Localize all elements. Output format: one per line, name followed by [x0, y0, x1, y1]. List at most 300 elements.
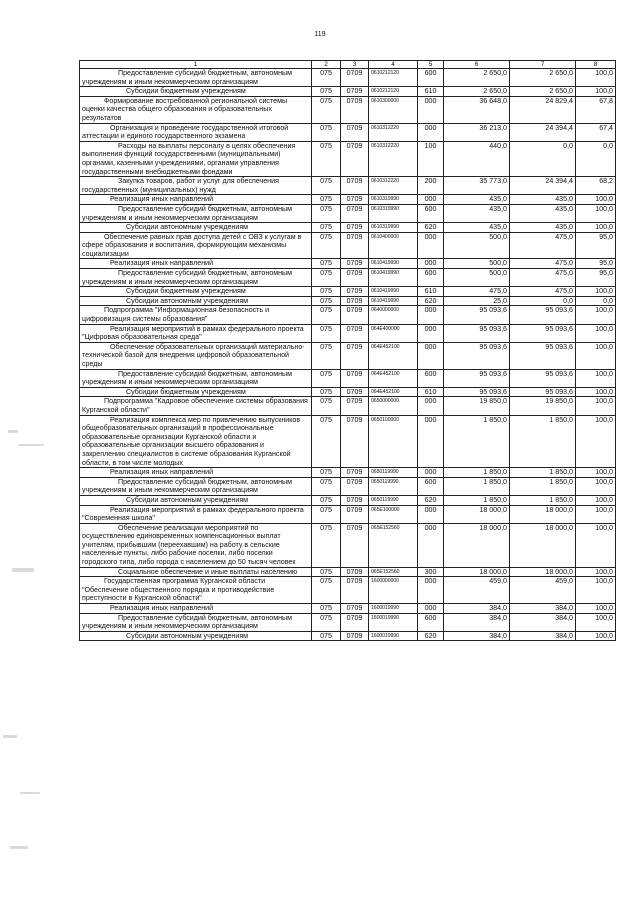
table-row — [80, 306, 616, 324]
expense-name: Реализация комплекса мер по привлечению выпускников общеобразовательных организаций в профессиональные образовательные организации Курганской области и образовательные организации высшего образования и закреплению специалистов в системе образования Курганской области, в том числе молодых — [82, 415, 301, 467]
planned-amount-cell: 435,0 — [444, 223, 510, 233]
target-article-cell: 0610419990 — [369, 269, 418, 287]
percent-cell: 95,0 — [576, 269, 616, 287]
executed-amount-cell: 1 850,0 — [510, 477, 576, 495]
section-code-cell: 0709 — [341, 141, 369, 176]
executed-amount-cell: 19 850,0 — [510, 397, 576, 415]
target-article-cell: 0610312220 — [369, 177, 418, 195]
target-article-cell: 065E100000 — [369, 505, 418, 523]
expense-type-cell: 000 — [418, 397, 444, 415]
scan-noise — [8, 430, 18, 433]
expense-name-cell — [80, 123, 312, 141]
target-article-cell: 0610400000 — [369, 232, 418, 259]
table-row — [80, 468, 616, 478]
admin-code-cell: 075 — [312, 523, 341, 567]
expense-name: Обеспечение реализации мероприятий по осуществлению единовременных компенсационных выплат учителям, прибывшим (переехавшим) на работу в сельские населенные пункты, либо рабочие поселки, либо поселки городского типа, либо города с населением до 50 тысяч человек — [82, 523, 296, 567]
column-number-header: 1 — [80, 61, 312, 69]
target-article-cell: 0610419990 — [369, 296, 418, 306]
expense-type-cell: 600 — [418, 613, 444, 631]
table-row — [80, 397, 616, 415]
section-code-cell: 0709 — [341, 269, 369, 287]
executed-amount-cell: 475,0 — [510, 269, 576, 287]
table-row — [80, 96, 616, 123]
target-article-cell: 0610319990 — [369, 223, 418, 233]
expense-type-cell: 200 — [418, 177, 444, 195]
target-article-cell: 1600019990 — [369, 631, 418, 641]
percent-cell: 0,0 — [576, 296, 616, 306]
percent-cell: 100,0 — [576, 306, 616, 324]
admin-code-cell: 075 — [312, 177, 341, 195]
admin-code-cell: 075 — [312, 604, 341, 614]
section-code-cell: 0709 — [341, 87, 369, 97]
admin-code-cell: 075 — [312, 232, 341, 259]
target-article-cell: 0610300000 — [369, 96, 418, 123]
planned-amount-cell: 18 000,0 — [444, 523, 510, 567]
section-code-cell: 0709 — [341, 369, 369, 387]
executed-amount-cell: 435,0 — [510, 223, 576, 233]
admin-code-cell: 075 — [312, 477, 341, 495]
executed-amount-cell: 24 829,4 — [510, 96, 576, 123]
expense-name-cell — [80, 306, 312, 324]
expense-name-cell — [80, 287, 312, 297]
target-article-cell: 0650100000 — [369, 415, 418, 468]
admin-code-cell: 075 — [312, 204, 341, 222]
expense-name: Реализация иных направлений — [110, 604, 214, 613]
section-code-cell: 0709 — [341, 177, 369, 195]
expense-type-cell: 000 — [418, 306, 444, 324]
page-number: 119 — [314, 31, 326, 38]
expense-name: Субсидии автономным учреждениям — [126, 495, 249, 504]
expense-name-cell — [80, 505, 312, 523]
table-row — [80, 477, 616, 495]
admin-code-cell: 075 — [312, 287, 341, 297]
table-row — [80, 177, 616, 195]
planned-amount-cell: 475,0 — [444, 287, 510, 297]
admin-code-cell: 075 — [312, 96, 341, 123]
target-article-cell: 064E452100 — [369, 342, 418, 369]
admin-code-cell: 075 — [312, 223, 341, 233]
executed-amount-cell: 1 850,0 — [510, 415, 576, 468]
expense-name: Субсидии бюджетным учреждениям — [126, 87, 246, 96]
target-article-cell: 0640000000 — [369, 306, 418, 324]
percent-cell: 100,0 — [576, 604, 616, 614]
expense-name-cell — [80, 87, 312, 97]
percent-cell: 100,0 — [576, 468, 616, 478]
expense-name-cell — [80, 141, 312, 176]
planned-amount-cell: 36 213,0 — [444, 123, 510, 141]
percent-cell: 100,0 — [576, 613, 616, 631]
admin-code-cell: 075 — [312, 269, 341, 287]
expense-type-cell: 000 — [418, 415, 444, 468]
planned-amount-cell: 435,0 — [444, 195, 510, 205]
percent-cell: 67,4 — [576, 123, 616, 141]
expense-type-cell: 000 — [418, 259, 444, 269]
expense-type-cell: 000 — [418, 505, 444, 523]
expense-type-cell: 000 — [418, 604, 444, 614]
percent-cell: 95,0 — [576, 259, 616, 269]
admin-code-cell: 075 — [312, 495, 341, 505]
target-article-cell: 1600019990 — [369, 613, 418, 631]
section-code-cell: 0709 — [341, 397, 369, 415]
expense-type-cell: 000 — [418, 232, 444, 259]
expense-name-cell — [80, 613, 312, 631]
percent-cell: 100,0 — [576, 577, 616, 604]
target-article-cell: 0650119990 — [369, 477, 418, 495]
target-article-cell: 1600000000 — [369, 577, 418, 604]
admin-code-cell: 075 — [312, 296, 341, 306]
percent-cell: 100,0 — [576, 495, 616, 505]
expense-type-cell: 610 — [418, 87, 444, 97]
expense-name: Формирование востребованной региональной системы оценки качества общего образования и образовательных результатов — [82, 96, 288, 122]
target-article-cell: 0650119990 — [369, 495, 418, 505]
planned-amount-cell: 2 650,0 — [444, 87, 510, 97]
expense-name: Государственная программа Курганской области "Обеспечение общественного порядка и противодействие преступности в Курганской области" — [82, 577, 275, 603]
expense-type-cell: 600 — [418, 204, 444, 222]
section-code-cell: 0709 — [341, 324, 369, 342]
expense-name-cell — [80, 96, 312, 123]
expense-name: Социальное обеспечение и иные выплаты населению — [118, 567, 298, 576]
table-row — [80, 195, 616, 205]
expense-type-cell: 100 — [418, 141, 444, 176]
percent-cell: 100,0 — [576, 324, 616, 342]
expense-name: Субсидии бюджетным учреждениям — [126, 287, 246, 296]
planned-amount-cell: 459,0 — [444, 577, 510, 604]
target-article-cell: 0610312220 — [369, 123, 418, 141]
section-code-cell: 0709 — [341, 415, 369, 468]
expense-type-cell: 600 — [418, 269, 444, 287]
admin-code-cell: 075 — [312, 141, 341, 176]
expense-name: Предоставление субсидий бюджетным, автономным учреждениям и иным некоммерческим организациям — [82, 613, 292, 631]
table-body — [80, 69, 616, 641]
expense-name-cell — [80, 259, 312, 269]
expense-type-cell: 620 — [418, 495, 444, 505]
target-article-cell: 0610419990 — [369, 287, 418, 297]
executed-amount-cell: 1 850,0 — [510, 495, 576, 505]
admin-code-cell: 075 — [312, 69, 341, 87]
planned-amount-cell: 1 850,0 — [444, 495, 510, 505]
expense-name: Предоставление субсидий бюджетным, автономным учреждениям и иным некоммерческим организациям — [82, 369, 292, 387]
column-number-header: 4 — [369, 61, 418, 69]
expense-name-cell — [80, 232, 312, 259]
executed-amount-cell: 2 650,0 — [510, 87, 576, 97]
admin-code-cell: 075 — [312, 195, 341, 205]
admin-code-cell: 075 — [312, 577, 341, 604]
executed-amount-cell: 475,0 — [510, 232, 576, 259]
expense-name: Субсидии бюджетным учреждениям — [126, 387, 246, 396]
expense-type-cell: 600 — [418, 69, 444, 87]
planned-amount-cell: 1 850,0 — [444, 477, 510, 495]
percent-cell: 100,0 — [576, 342, 616, 369]
section-code-cell: 0709 — [341, 342, 369, 369]
admin-code-cell: 075 — [312, 324, 341, 342]
target-article-cell: 1600019990 — [369, 604, 418, 614]
planned-amount-cell: 435,0 — [444, 204, 510, 222]
percent-cell: 100,0 — [576, 477, 616, 495]
section-code-cell: 0709 — [341, 232, 369, 259]
expense-name-cell — [80, 523, 312, 567]
expense-name: Субсидии автономным учреждениям — [126, 296, 249, 305]
section-code-cell: 0709 — [341, 495, 369, 505]
target-article-cell: 0610419990 — [369, 259, 418, 269]
percent-cell: 100,0 — [576, 505, 616, 523]
expense-name: Расходы на выплаты персоналу в целях обеспечения выполнения функций государственными (муниципальными) органами, казенными учреждениями, органами управления государственными внебюджетными фондами — [82, 141, 296, 176]
expense-name: Обеспечение образовательных организаций материально-технической базой для внедрения цифровой образовательной среды — [82, 342, 305, 368]
expense-name: Реализация иных направлений — [110, 468, 214, 477]
executed-amount-cell: 2 650,0 — [510, 69, 576, 87]
planned-amount-cell: 25,0 — [444, 296, 510, 306]
column-number-header: 5 — [418, 61, 444, 69]
expense-name-cell — [80, 296, 312, 306]
table-row — [80, 505, 616, 523]
table-row — [80, 523, 616, 567]
table-row — [80, 387, 616, 397]
table-row — [80, 269, 616, 287]
table-row — [80, 69, 616, 87]
expense-name: Обеспечение равных прав доступа детей с ОВЗ к услугам в сфере образования и воспитания, формирующим механизмы социализации — [82, 232, 302, 258]
executed-amount-cell: 475,0 — [510, 259, 576, 269]
scan-noise — [3, 735, 17, 738]
planned-amount-cell: 35 773,0 — [444, 177, 510, 195]
table-row — [80, 415, 616, 468]
target-article-cell: 0610319990 — [369, 195, 418, 205]
expense-type-cell: 000 — [418, 577, 444, 604]
budget-table — [79, 60, 616, 641]
percent-cell: 95,0 — [576, 232, 616, 259]
expense-name: Реализация мероприятий в рамках федерального проекта "Цифровая образовательная среда" — [82, 324, 304, 342]
section-code-cell: 0709 — [341, 477, 369, 495]
executed-amount-cell: 18 000,0 — [510, 505, 576, 523]
expense-type-cell: 000 — [418, 342, 444, 369]
table-row — [80, 567, 616, 577]
table-row — [80, 223, 616, 233]
target-article-cell: 0610319990 — [369, 204, 418, 222]
expense-name-cell — [80, 604, 312, 614]
scan-noise — [10, 846, 28, 849]
percent-cell: 100,0 — [576, 567, 616, 577]
admin-code-cell: 075 — [312, 306, 341, 324]
percent-cell: 68,2 — [576, 177, 616, 195]
percent-cell: 100,0 — [576, 87, 616, 97]
executed-amount-cell: 95 093,6 — [510, 387, 576, 397]
executed-amount-cell: 0,0 — [510, 141, 576, 176]
planned-amount-cell: 1 850,0 — [444, 468, 510, 478]
section-code-cell: 0709 — [341, 306, 369, 324]
expense-name-cell — [80, 495, 312, 505]
section-code-cell: 0709 — [341, 505, 369, 523]
table-row — [80, 631, 616, 641]
column-number-header: 2 — [312, 61, 341, 69]
expense-name-cell — [80, 577, 312, 604]
admin-code-cell: 075 — [312, 387, 341, 397]
expense-type-cell: 000 — [418, 96, 444, 123]
expense-type-cell: 300 — [418, 567, 444, 577]
executed-amount-cell: 95 093,6 — [510, 306, 576, 324]
expense-name-cell — [80, 369, 312, 387]
table-row — [80, 232, 616, 259]
executed-amount-cell: 95 093,6 — [510, 342, 576, 369]
section-code-cell: 0709 — [341, 296, 369, 306]
executed-amount-cell: 24 394,4 — [510, 123, 576, 141]
planned-amount-cell: 18 000,0 — [444, 567, 510, 577]
target-article-cell: 064E452100 — [369, 369, 418, 387]
planned-amount-cell: 36 648,0 — [444, 96, 510, 123]
executed-amount-cell: 459,0 — [510, 577, 576, 604]
planned-amount-cell: 19 850,0 — [444, 397, 510, 415]
column-number-header: 3 — [341, 61, 369, 69]
executed-amount-cell: 95 093,6 — [510, 324, 576, 342]
executed-amount-cell: 475,0 — [510, 287, 576, 297]
executed-amount-cell: 18 000,0 — [510, 567, 576, 577]
expense-name: Реализация иных направлений — [110, 195, 214, 204]
section-code-cell: 0709 — [341, 69, 369, 87]
expense-type-cell: 620 — [418, 296, 444, 306]
expense-name: Предоставление субсидий бюджетным, автономным учреждениям и иным некоммерческим организациям — [82, 477, 292, 495]
admin-code-cell: 075 — [312, 505, 341, 523]
section-code-cell: 0709 — [341, 631, 369, 641]
expense-name: Реализация мероприятий в рамках федерального проекта "Современная школа" — [82, 505, 304, 523]
admin-code-cell: 075 — [312, 468, 341, 478]
section-code-cell: 0709 — [341, 577, 369, 604]
table-row — [80, 604, 616, 614]
expense-name-cell — [80, 204, 312, 222]
planned-amount-cell: 95 093,6 — [444, 306, 510, 324]
target-article-cell: 064E452100 — [369, 387, 418, 397]
expense-type-cell: 620 — [418, 223, 444, 233]
table-row — [80, 141, 616, 176]
planned-amount-cell: 500,0 — [444, 232, 510, 259]
admin-code-cell: 075 — [312, 567, 341, 577]
expense-type-cell: 610 — [418, 287, 444, 297]
expense-type-cell: 000 — [418, 195, 444, 205]
expense-name: Предоставление субсидий бюджетным, автономным учреждениям и иным некоммерческим организациям — [82, 69, 292, 86]
expense-name-cell — [80, 269, 312, 287]
expense-type-cell: 000 — [418, 468, 444, 478]
expense-name-cell — [80, 342, 312, 369]
expense-name: Закупка товаров, работ и услуг для обеспечения государственных (муниципальных) нужд — [82, 177, 279, 194]
target-article-cell: 065E152560 — [369, 567, 418, 577]
section-code-cell: 0709 — [341, 223, 369, 233]
planned-amount-cell: 384,0 — [444, 613, 510, 631]
expense-type-cell: 600 — [418, 477, 444, 495]
expense-name-cell — [80, 567, 312, 577]
executed-amount-cell: 435,0 — [510, 195, 576, 205]
executed-amount-cell: 18 000,0 — [510, 523, 576, 567]
scan-noise — [20, 792, 40, 794]
section-code-cell: 0709 — [341, 604, 369, 614]
planned-amount-cell: 500,0 — [444, 269, 510, 287]
table-row — [80, 123, 616, 141]
percent-cell: 100,0 — [576, 523, 616, 567]
executed-amount-cell: 95 093,6 — [510, 369, 576, 387]
admin-code-cell: 075 — [312, 123, 341, 141]
expense-type-cell: 000 — [418, 324, 444, 342]
column-number-header: 7 — [510, 61, 576, 69]
expense-name-cell — [80, 477, 312, 495]
target-article-cell: 0610212120 — [369, 69, 418, 87]
column-number-header: 6 — [444, 61, 510, 69]
admin-code-cell: 075 — [312, 87, 341, 97]
section-code-cell: 0709 — [341, 195, 369, 205]
executed-amount-cell: 24 394,4 — [510, 177, 576, 195]
section-code-cell: 0709 — [341, 287, 369, 297]
planned-amount-cell: 1 850,0 — [444, 415, 510, 468]
planned-amount-cell: 95 093,6 — [444, 387, 510, 397]
table-row — [80, 342, 616, 369]
column-number-row — [80, 61, 616, 69]
percent-cell: 100,0 — [576, 204, 616, 222]
expense-name: Субсидии автономным учреждениям — [126, 223, 249, 232]
target-article-cell: 065E152560 — [369, 523, 418, 567]
planned-amount-cell: 2 650,0 — [444, 69, 510, 87]
executed-amount-cell: 384,0 — [510, 613, 576, 631]
admin-code-cell: 075 — [312, 613, 341, 631]
planned-amount-cell: 500,0 — [444, 259, 510, 269]
table-row — [80, 259, 616, 269]
percent-cell: 0,0 — [576, 141, 616, 176]
planned-amount-cell: 95 093,6 — [444, 342, 510, 369]
target-article-cell: 0650119990 — [369, 468, 418, 478]
percent-cell: 67,8 — [576, 96, 616, 123]
admin-code-cell: 075 — [312, 342, 341, 369]
section-code-cell: 0709 — [341, 613, 369, 631]
expense-name-cell — [80, 468, 312, 478]
table-row — [80, 495, 616, 505]
expense-name-cell — [80, 177, 312, 195]
table-row — [80, 324, 616, 342]
expense-name: Субсидии автономным учреждениям — [126, 631, 249, 640]
percent-cell: 100,0 — [576, 397, 616, 415]
expense-name-cell — [80, 387, 312, 397]
table-row — [80, 577, 616, 604]
admin-code-cell: 075 — [312, 259, 341, 269]
admin-code-cell: 075 — [312, 397, 341, 415]
scan-noise — [18, 444, 44, 446]
expense-name: Предоставление субсидий бюджетным, автономным учреждениям и иным некоммерческим организациям — [82, 204, 292, 222]
executed-amount-cell: 384,0 — [510, 631, 576, 641]
table-row — [80, 613, 616, 631]
table-row — [80, 87, 616, 97]
expense-type-cell: 600 — [418, 369, 444, 387]
percent-cell: 100,0 — [576, 287, 616, 297]
expense-name: Предоставление субсидий бюджетным, автономным учреждениям и иным некоммерческим организациям — [82, 269, 292, 286]
expense-name: Подпрограмма "Кадровое обеспечение системы образования Курганской области" — [82, 397, 308, 414]
expense-name-cell — [80, 324, 312, 342]
planned-amount-cell: 384,0 — [444, 631, 510, 641]
section-code-cell: 0709 — [341, 567, 369, 577]
admin-code-cell: 075 — [312, 631, 341, 641]
executed-amount-cell: 1 850,0 — [510, 468, 576, 478]
percent-cell: 100,0 — [576, 195, 616, 205]
expense-type-cell: 610 — [418, 387, 444, 397]
table-row — [80, 369, 616, 387]
executed-amount-cell: 384,0 — [510, 604, 576, 614]
expense-name-cell — [80, 195, 312, 205]
section-code-cell: 0709 — [341, 468, 369, 478]
table-row — [80, 204, 616, 222]
expense-name: Подпрограмма "Информационная безопасность и цифровизация системы образования" — [82, 306, 270, 324]
expense-name-cell — [80, 631, 312, 641]
expense-type-cell: 000 — [418, 123, 444, 141]
expense-type-cell: 620 — [418, 631, 444, 641]
expense-name-cell — [80, 223, 312, 233]
percent-cell: 100,0 — [576, 223, 616, 233]
percent-cell: 100,0 — [576, 369, 616, 387]
column-number-header: 8 — [576, 61, 616, 69]
section-code-cell: 0709 — [341, 387, 369, 397]
executed-amount-cell: 0,0 — [510, 296, 576, 306]
section-code-cell: 0709 — [341, 96, 369, 123]
section-code-cell: 0709 — [341, 523, 369, 567]
